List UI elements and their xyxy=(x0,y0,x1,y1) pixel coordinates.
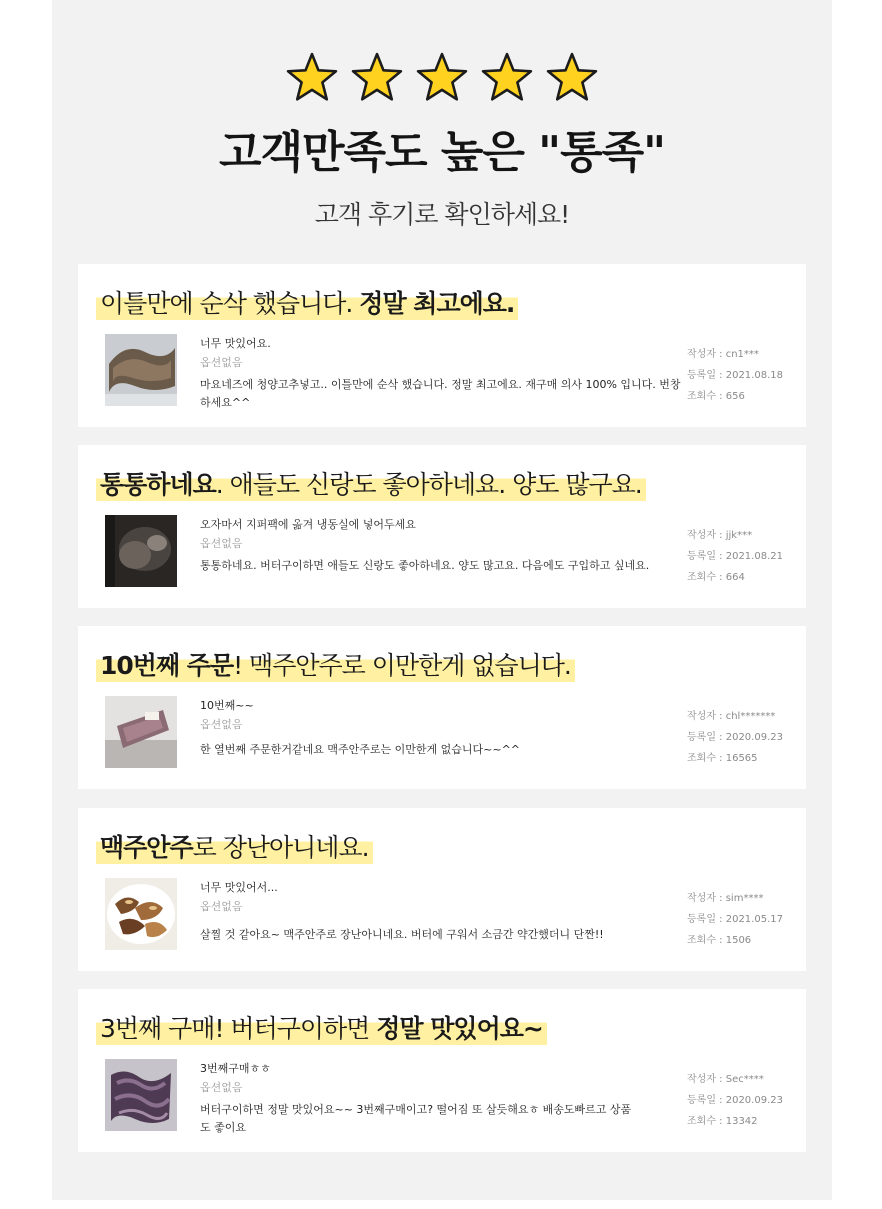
review-body: 버터구이하면 정말 맛있어요~~ 3번째구매이고? 떨어짐 또 살듯해요ㅎ 배송도빠르고 상품도 좋이요 xyxy=(200,1103,632,1134)
page-subtitle: 고객 후기로 확인하세요! xyxy=(314,200,570,229)
writer-label: 작성자 : xyxy=(687,1074,726,1085)
writer-value: cn1*** xyxy=(725,349,759,360)
review-option: 옵션없음 xyxy=(200,718,243,731)
review-option: 옵션없음 xyxy=(200,1081,243,1094)
review-body: 한 열번째 주문한거같네요 맥주안주로는 이만한게 없습니다~~^^ xyxy=(200,743,520,756)
writer-value: sim**** xyxy=(725,893,764,904)
review-summary: 3번째구매ㅎㅎ xyxy=(200,1062,271,1075)
review-title: 10번째 주문! 맥주안주로 이만한게 없습니다. xyxy=(96,646,575,682)
date-label: 등록일 : xyxy=(687,732,726,743)
review-option: 옵션없음 xyxy=(200,356,243,369)
date-label: 등록일 : xyxy=(687,551,726,562)
date-label: 등록일 : xyxy=(687,370,726,381)
review-card xyxy=(78,445,806,608)
review-card xyxy=(78,626,806,789)
date-label: 등록일 : xyxy=(687,1095,726,1106)
review-photo[interactable] xyxy=(105,696,177,768)
review-card xyxy=(78,989,806,1152)
writer-value: Sec**** xyxy=(725,1074,764,1085)
date-value: 2021.08.21 xyxy=(725,551,783,562)
writer-label: 작성자 : xyxy=(687,349,726,360)
review-photo[interactable] xyxy=(105,878,177,950)
star-icon xyxy=(286,52,338,104)
review-meta xyxy=(687,1069,783,1132)
rating-stars xyxy=(52,52,832,108)
review-photo[interactable] xyxy=(105,515,177,587)
review-body: 살찔 것 같아요~ 맥주안주로 장난아니네요. 버터에 구워서 소금간 약간했더니 단짠!! xyxy=(200,928,604,941)
review-body: 마요네즈에 청양고추넣고.. 이틀만에 순삭 했습니다. 정말 최고에요. 재구매 의사 100% 입니다. 번창하세요^^ xyxy=(200,378,681,409)
review-card xyxy=(78,808,806,971)
review-summary: 10번째~~ xyxy=(200,699,254,712)
review-summary: 너무 맛있어요. xyxy=(200,337,271,350)
date-value: 2020.09.23 xyxy=(725,732,783,743)
review-card xyxy=(78,264,806,427)
views-value: 664 xyxy=(725,572,745,583)
review-meta xyxy=(687,525,783,588)
views-value: 16565 xyxy=(725,753,758,764)
review-title: 통통하네요. 애들도 신랑도 좋아하네요. 양도 많구요. xyxy=(96,465,646,501)
review-meta xyxy=(687,344,783,407)
views-label: 조회수 : xyxy=(687,572,726,583)
review-title: 3번째 구매! 버터구이하면 정말 맛있어요~ xyxy=(96,1009,547,1045)
review-option: 옵션없음 xyxy=(200,900,243,913)
writer-value: jjk*** xyxy=(725,530,753,541)
review-title: 이틀만에 순삭 했습니다. 정말 최고에요. xyxy=(96,284,518,320)
review-summary: 너무 맛있어서... xyxy=(200,881,278,894)
views-label: 조회수 : xyxy=(687,935,726,946)
writer-label: 작성자 : xyxy=(687,893,726,904)
review-title: 맥주안주로 장난아니네요. xyxy=(96,828,373,864)
date-value: 2020.09.23 xyxy=(725,1095,783,1106)
writer-label: 작성자 : xyxy=(687,711,726,722)
review-photo[interactable] xyxy=(105,1059,177,1131)
review-panel xyxy=(52,0,832,1200)
views-value: 656 xyxy=(725,391,745,402)
views-label: 조회수 : xyxy=(687,1116,726,1127)
date-value: 2021.05.17 xyxy=(725,914,783,925)
date-label: 등록일 : xyxy=(687,914,726,925)
writer-value: chl******* xyxy=(725,711,776,722)
review-body: 통통하네요. 버터구이하면 애들도 신랑도 좋아하네요. 양도 많고요. 다음에도 구입하고 싶네요. xyxy=(200,559,650,572)
star-icon xyxy=(351,52,403,104)
date-value: 2021.08.18 xyxy=(725,370,783,381)
review-photo[interactable] xyxy=(105,334,177,406)
review-meta xyxy=(687,706,783,769)
views-value: 13342 xyxy=(725,1116,758,1127)
review-option: 옵션없음 xyxy=(200,537,243,550)
star-icon xyxy=(481,52,533,104)
review-meta xyxy=(687,888,783,951)
star-icon xyxy=(546,52,598,104)
star-icon xyxy=(416,52,468,104)
review-summary: 오자마서 지퍼팩에 옮겨 냉동실에 넣어두세요 xyxy=(200,518,416,531)
views-value: 1506 xyxy=(725,935,752,946)
writer-label: 작성자 : xyxy=(687,530,726,541)
views-label: 조회수 : xyxy=(687,391,726,402)
views-label: 조회수 : xyxy=(687,753,726,764)
page-title: 고객만족도 높은 "통족" xyxy=(218,127,666,178)
